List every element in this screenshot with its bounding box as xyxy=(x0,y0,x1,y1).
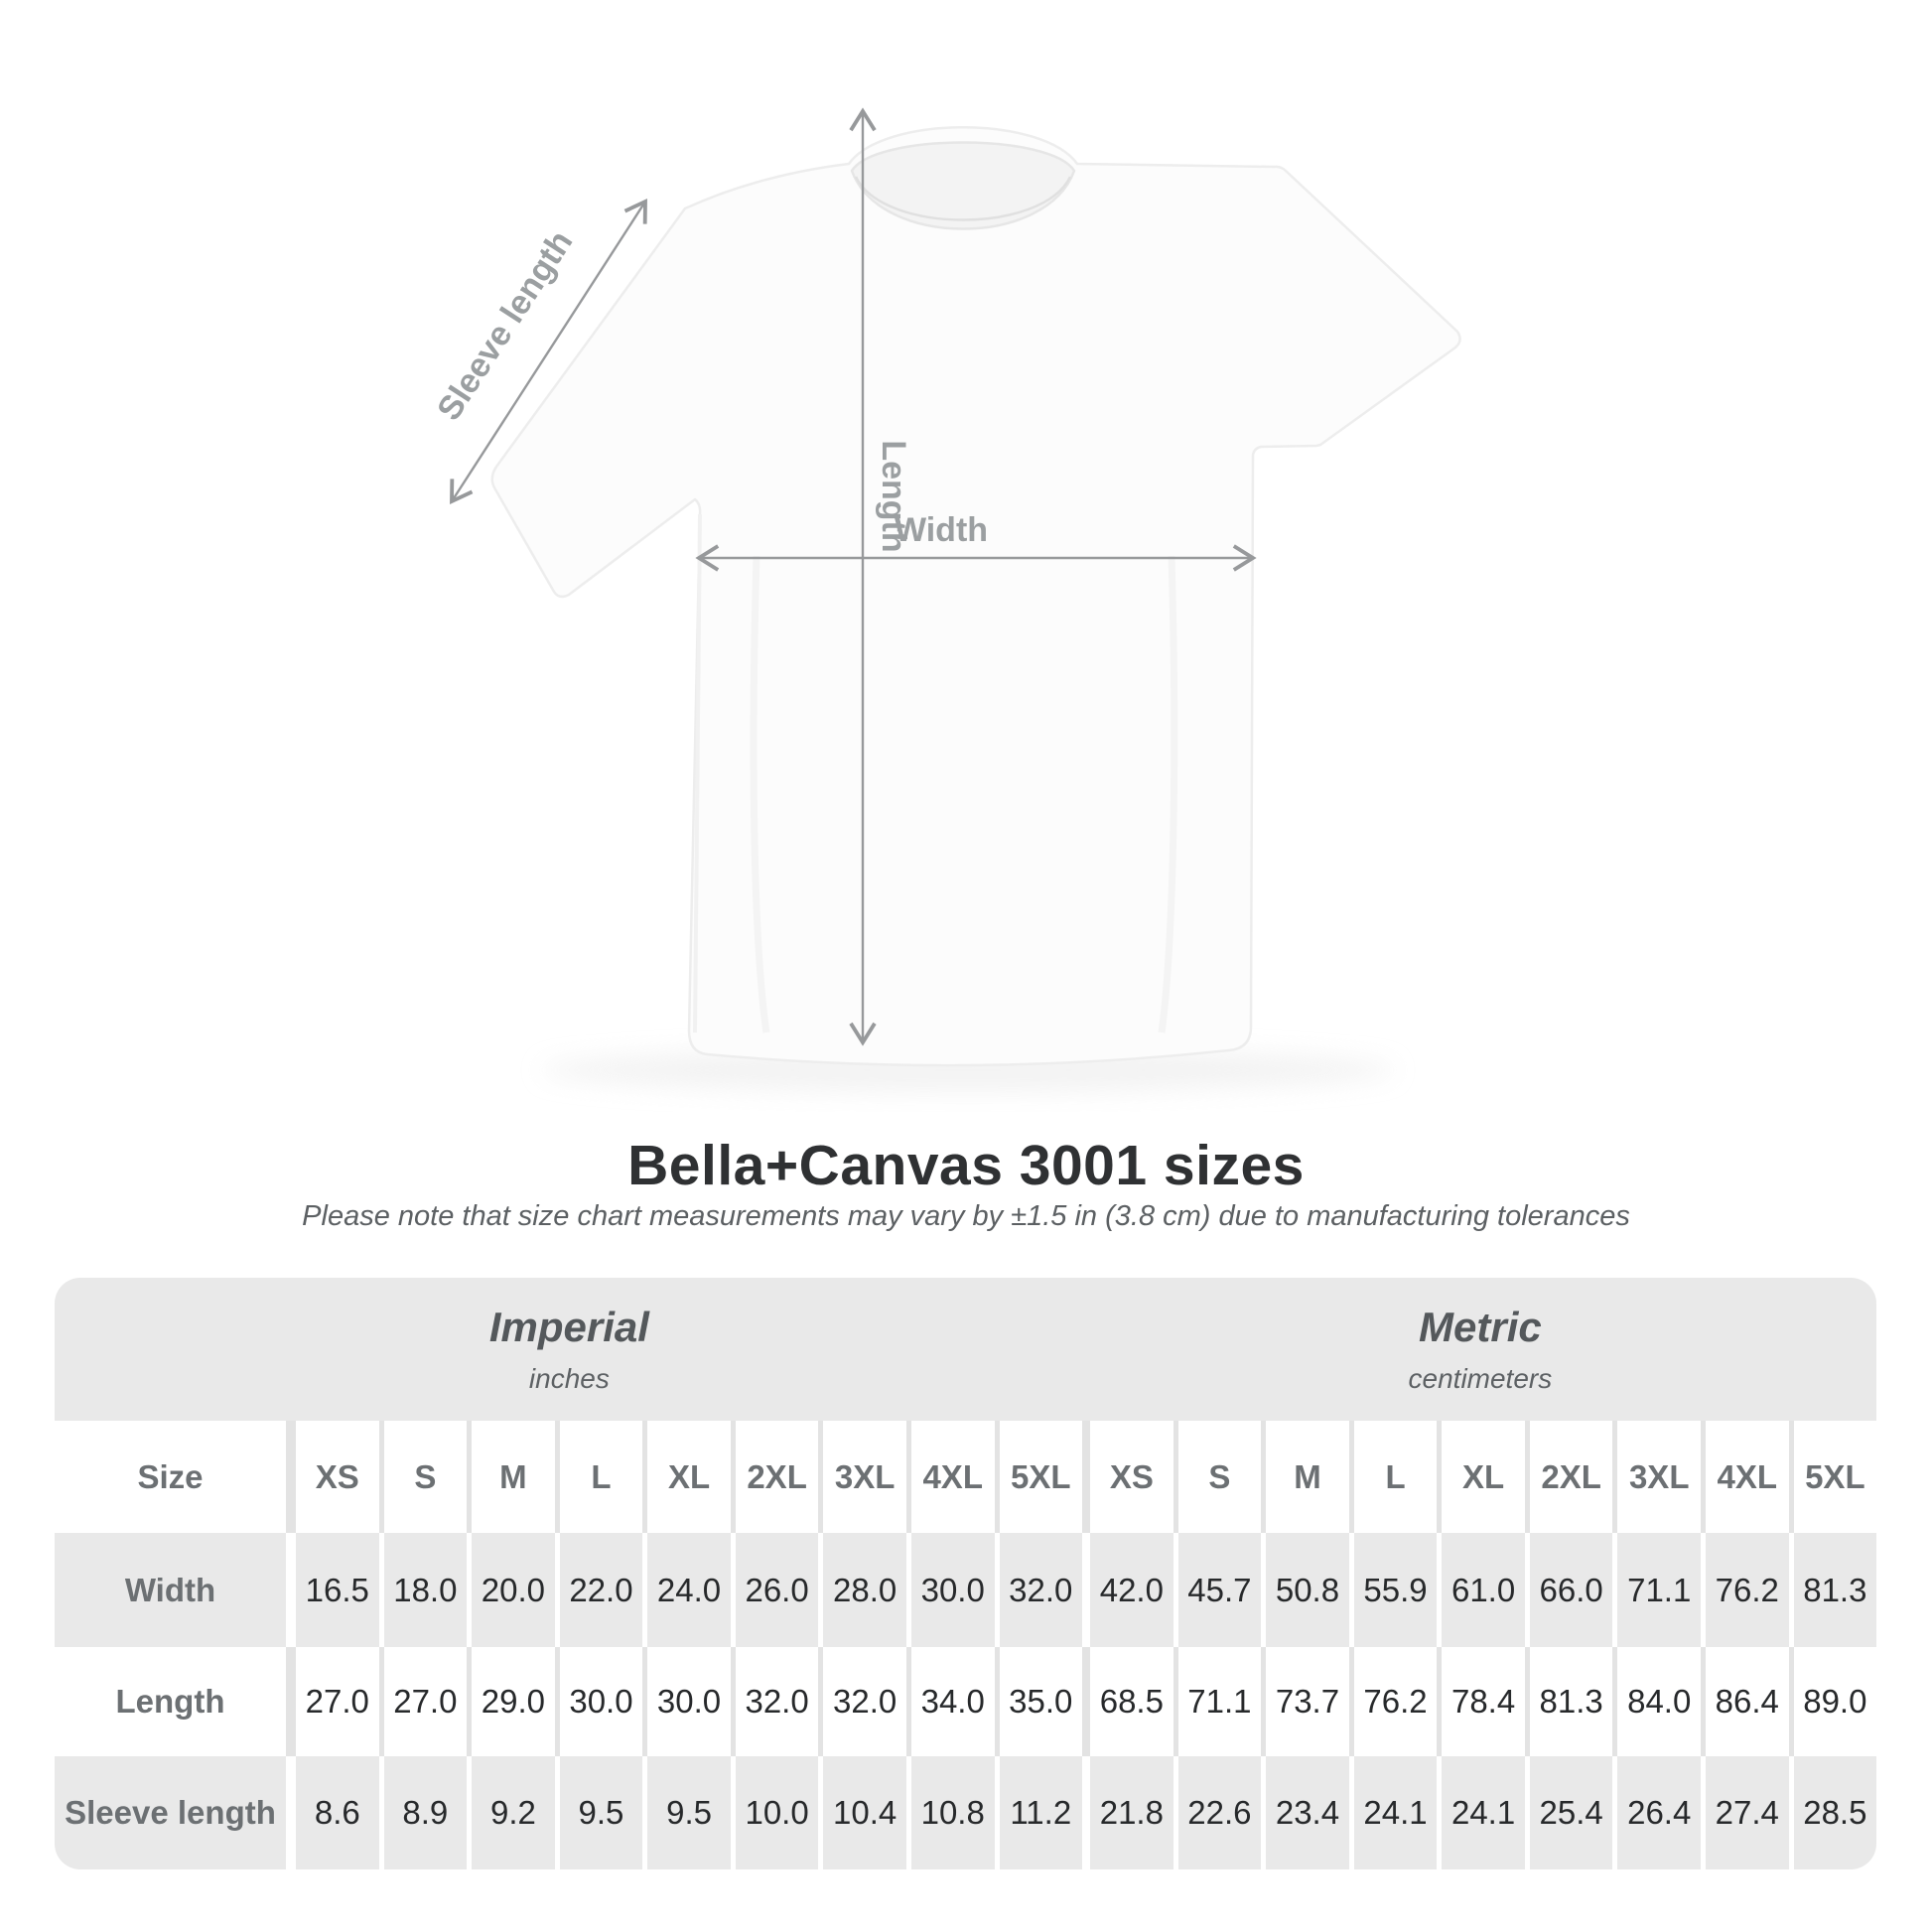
size-header-cell: 2XL xyxy=(731,1421,819,1533)
size-header-cell: 5XL xyxy=(995,1421,1083,1533)
value-cell: 28.5 xyxy=(1789,1756,1876,1869)
value-cell: 42.0 xyxy=(1082,1533,1173,1647)
value-cell: 86.4 xyxy=(1701,1647,1789,1756)
metric-label: Metric xyxy=(1419,1304,1542,1350)
size-header-cell: 2XL xyxy=(1525,1421,1613,1533)
value-cell: 34.0 xyxy=(906,1647,995,1756)
metric-band xyxy=(1084,1278,1876,1421)
value-cell: 22.6 xyxy=(1173,1756,1262,1869)
imperial-label: Imperial xyxy=(488,1304,649,1350)
value-cell: 35.0 xyxy=(995,1647,1083,1756)
value-cell: 29.0 xyxy=(467,1647,555,1756)
size-header-cell: XL xyxy=(1437,1421,1525,1533)
size-header-cell: XL xyxy=(642,1421,731,1533)
value-cell: 9.5 xyxy=(555,1756,643,1869)
width-label: Width xyxy=(894,511,989,549)
value-cell: 30.0 xyxy=(906,1533,995,1647)
value-cell: 10.0 xyxy=(731,1756,819,1869)
value-cell: 27.0 xyxy=(379,1647,468,1756)
value-cell: 26.0 xyxy=(731,1533,819,1647)
value-cell: 73.7 xyxy=(1261,1647,1349,1756)
value-cell: 76.2 xyxy=(1701,1533,1789,1647)
value-cell: 28.0 xyxy=(818,1533,906,1647)
value-cell: 22.0 xyxy=(555,1533,643,1647)
value-cell: 26.4 xyxy=(1612,1756,1701,1869)
row-label-cell: Length xyxy=(55,1647,286,1756)
value-cell: 71.1 xyxy=(1173,1647,1262,1756)
value-cell: 18.0 xyxy=(379,1533,468,1647)
size-table xyxy=(55,1278,1876,1869)
value-cell: 9.2 xyxy=(467,1756,555,1869)
value-cell: 78.4 xyxy=(1437,1647,1525,1756)
value-cell: 9.5 xyxy=(642,1756,731,1869)
size-header-cell: M xyxy=(467,1421,555,1533)
value-cell: 27.0 xyxy=(286,1647,379,1756)
value-cell: 32.0 xyxy=(995,1533,1083,1647)
unit-band xyxy=(55,1278,1876,1421)
value-cell: 24.1 xyxy=(1437,1756,1525,1869)
imperial-unit-label: inches xyxy=(528,1363,610,1394)
table-row xyxy=(55,1421,1876,1533)
value-cell: 50.8 xyxy=(1261,1533,1349,1647)
size-header-cell: XS xyxy=(1082,1421,1173,1533)
tshirt-graphic xyxy=(492,127,1460,1065)
value-cell: 25.4 xyxy=(1525,1756,1613,1869)
value-cell: 23.4 xyxy=(1261,1756,1349,1869)
value-cell: 89.0 xyxy=(1789,1647,1876,1756)
metric-unit-label: centimeters xyxy=(1408,1363,1553,1394)
row-label-cell: Width xyxy=(55,1533,286,1647)
value-cell: 21.8 xyxy=(1082,1756,1173,1869)
page-subtitle: Please note that size chart measurements may vary by ±1.5 in (3.8 cm) due to manufacturing tolerances xyxy=(302,1200,1630,1232)
value-cell: 11.2 xyxy=(995,1756,1083,1869)
value-cell: 81.3 xyxy=(1525,1647,1613,1756)
size-header-cell: S xyxy=(1173,1421,1262,1533)
table-row xyxy=(55,1756,1876,1869)
value-cell: 24.1 xyxy=(1349,1756,1438,1869)
value-cell: 27.4 xyxy=(1701,1756,1789,1869)
size-header-cell: L xyxy=(1349,1421,1438,1533)
value-cell: 71.1 xyxy=(1612,1533,1701,1647)
value-cell: 10.8 xyxy=(906,1756,995,1869)
value-cell: 20.0 xyxy=(467,1533,555,1647)
value-cell: 32.0 xyxy=(818,1647,906,1756)
value-cell: 16.5 xyxy=(286,1533,379,1647)
value-cell: 24.0 xyxy=(642,1533,731,1647)
value-cell: 55.9 xyxy=(1349,1533,1438,1647)
size-header-cell: 3XL xyxy=(818,1421,906,1533)
value-cell: 10.4 xyxy=(818,1756,906,1869)
value-cell: 8.6 xyxy=(286,1756,379,1869)
value-cell: 30.0 xyxy=(555,1647,643,1756)
value-cell: 30.0 xyxy=(642,1647,731,1756)
size-header-cell: L xyxy=(555,1421,643,1533)
value-cell: 84.0 xyxy=(1612,1647,1701,1756)
table-row xyxy=(55,1533,1876,1647)
size-header-cell: 4XL xyxy=(1701,1421,1789,1533)
table-rows xyxy=(55,1421,1876,1869)
value-cell: 81.3 xyxy=(1789,1533,1876,1647)
page-title: Bella+Canvas 3001 sizes xyxy=(627,1134,1305,1197)
size-header-cell: M xyxy=(1261,1421,1349,1533)
size-header-cell: XS xyxy=(286,1421,379,1533)
size-header-cell: 5XL xyxy=(1789,1421,1876,1533)
value-cell: 61.0 xyxy=(1437,1533,1525,1647)
length-label: Length xyxy=(875,440,912,553)
sleeve-length-label: Sleeve length xyxy=(430,223,581,428)
size-header-cell: 3XL xyxy=(1612,1421,1701,1533)
row-label-cell: Sleeve length xyxy=(55,1756,286,1869)
value-cell: 8.9 xyxy=(379,1756,468,1869)
value-cell: 45.7 xyxy=(1173,1533,1262,1647)
table-row xyxy=(55,1647,1876,1756)
value-cell: 66.0 xyxy=(1525,1533,1613,1647)
size-column-header: Size xyxy=(55,1421,286,1533)
size-header-cell: S xyxy=(379,1421,468,1533)
size-header-cell: 4XL xyxy=(906,1421,995,1533)
value-cell: 68.5 xyxy=(1082,1647,1173,1756)
value-cell: 76.2 xyxy=(1349,1647,1438,1756)
value-cell: 32.0 xyxy=(731,1647,819,1756)
imperial-band xyxy=(55,1278,1084,1421)
